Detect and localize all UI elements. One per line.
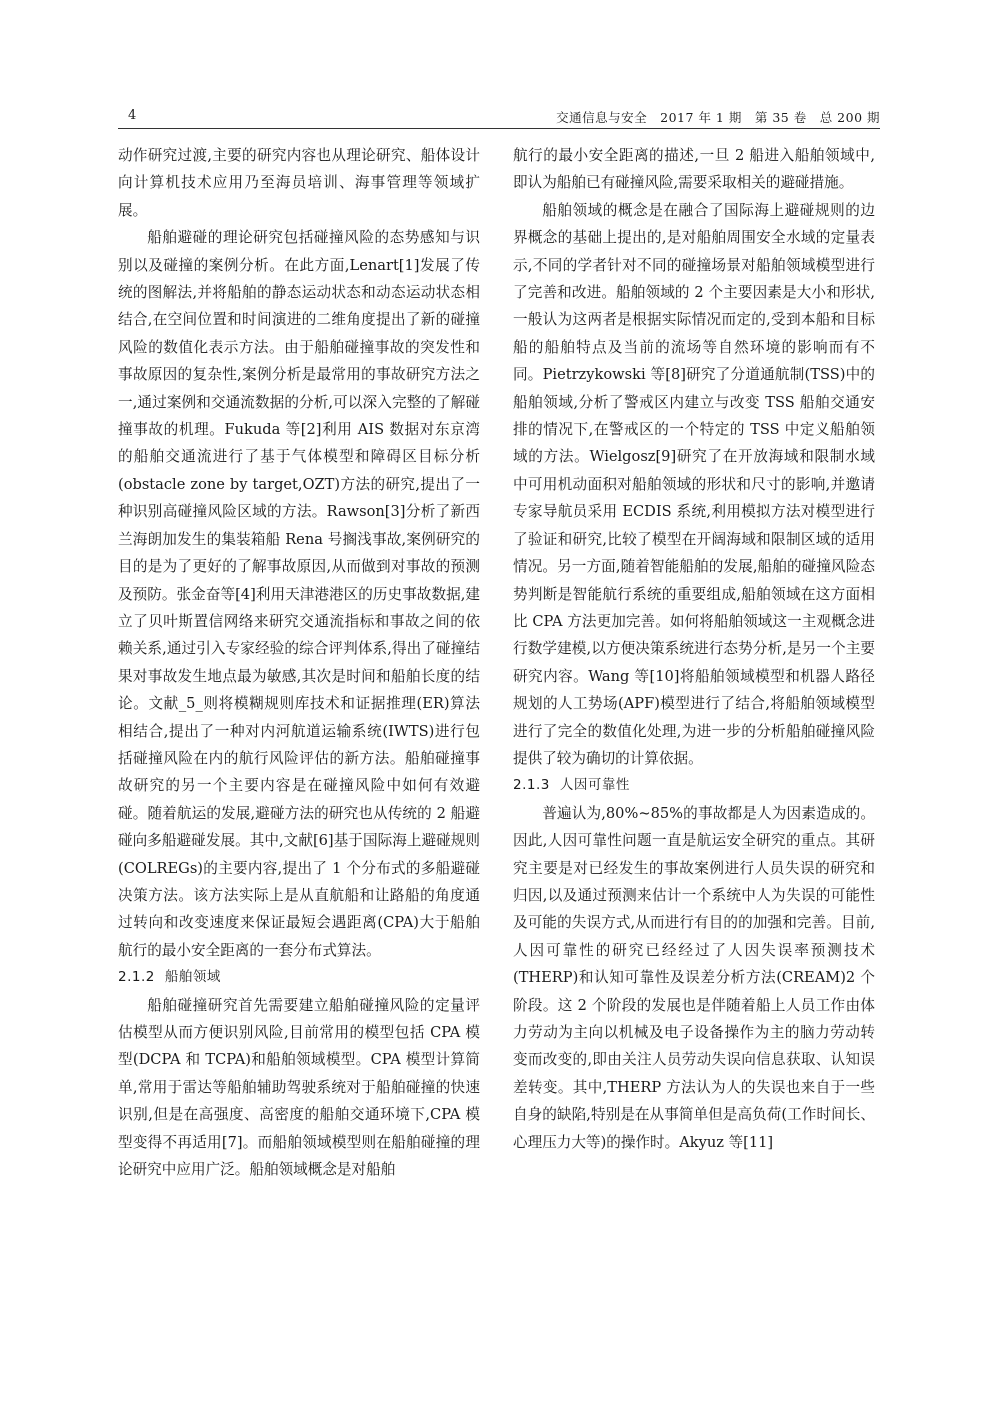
paragraph: 动作研究过渡,主要的研究内容也从理论研究、船体设计向计算机技术应用乃至海员培训、海事管理等领域扩展。 (118, 147, 480, 219)
paragraph: 普遍认为,80%~85%的事故都是人为因素造成的。因此,人因可靠性问题一直是航运安全研究的重点。其研究主要是对已经发生的事故案例进行人员失误的研究和归因,以及通过预测来估计一个系统中人为失误的可能性及可能的失误方式,从而进行有目的的加强和完善。目前,人因可靠性的研究已经经过了人因失误率预测技术(THERP)和认知可靠性及误差分析方法(CREAM)2 个阶段。这 2 个阶段的发展也是伴随着船上人员工作由体力劳动为主向以机械及电子设备操作为主的脑力劳动转变而改变的,即由关注人员劳动失误向信息获取、认知误差转变。其中,THERP 方法认为人的失误也来自于一些自身的缺陷,特别是在从事简单但是高负荷(工作时间长、心理压力大等)的操作时。Akyuz 等[11] (513, 804, 875, 1151)
section-heading (513, 772, 875, 799)
page-number: 4 (128, 108, 137, 123)
paragraph: 船舶碰撞研究首先需要建立船舶碰撞风险的定量评估模型从而方便识别风险,目前常用的模型包括 CPA 模型(DCPA 和 TCPA)和船舶领域模型。CPA 模型计算简单,常用于雷达等船舶辅助驾驶系统对于船舶碰撞的快速识别,但是在高强度、高密度的船舶交通环境下,CPA 模型变得不再适用[7]。而船舶领域模型则在船舶碰撞的理论研究中应用广泛。船舶领域概念是对船舶 (118, 996, 480, 1179)
section-heading (118, 964, 480, 991)
section-number: 2.1.2 (118, 969, 155, 986)
paragraph: 船舶领域的概念是在融合了国际海上避碰规则的边界概念的基础上提出的,是对船舶周围安全水域的定量表示,不同的学者针对不同的碰撞场景对船舶领域模型进行了完善和改进。船舶领域的 2 个主要因素是大小和形状,一般认为这两者是根据实际情况而定的,受到本船和目标船的船舶特点及当前的流场等自然环境的影响而有不同。Pietrzykowski 等[8]研究了分道通航制(TSS)中的船舶领域,分析了警戒区内建立与改变 TSS 船舶交通安排的情况下,在警戒区的一个特定的 TSS 中定义船舶领域的方法。Wielgosz[9]研究了在开放海域和限制水域中可用机动面积对船舶领域的形状和尺寸的影响,并邀请专家导航员采用 ECDIS 系统,利用模拟方法对模型进行了验证和研究,比较了模型在开阔海域和限制区域的适用情况。另一方面,随着智能船舶的发展,船舶的碰撞风险态势判断是智能航行系统的重要组成,船舶领域在这方面相比 CPA 方法更加完善。如何将船舶领域这一主观概念进行数学建模,以方便决策系统进行态势分析,是另一个主要研究内容。Wang 等[10]将船舶领域模型和机器人路径规划的人工势场(APF)模型进行了结合,将船舶领域模型进行了完全的数值化处理,为进一步的分析船舶碰撞风险提供了较为确切的计算依据。 (513, 201, 875, 767)
right-column (513, 142, 875, 1156)
section-title: 船舶领域 (164, 969, 221, 986)
paragraph: 船舶避碰的理论研究包括碰撞风险的态势感知与识别以及碰撞的案例分析。在此方面,Lenart[1]发展了传统的图解法,并将船舶的静态运动状态和动态运动状态相结合,在空间位置和时间演进的二维角度提出了新的碰撞风险的数值化表示方法。由于船舶碰撞事故的突发性和事故原因的复杂性,案例分析是最常用的事故研究方法之一,通过案例和交通流数据的分析,可以深入完整的了解碰撞事故的机理。Fukuda 等[2]利用 AIS 数据对东京湾的船舶交通流进行了基于气体模型和障碍区目标分析(obstacle zone by target,OZT)方法的研究,提出了一种识别高碰撞风险区域的方法。Rawson[3]分析了新西兰海朗加发生的集装箱船 Rena 号搁浅事故,案例研究的目的是为了更好的了解事故原因,从而做到对事故的预测及预防。张金奋等[4]利用天津港港区的历史事故数据,建立了贝叶斯置信网络来研究交通流指标和事故之间的依赖关系,通过引入专家经验的综合评判体系,得出了碰撞结果对事故发生地点最为敏感,其次是时间和船舶长度的结论。文献_5_则将模糊规则库技术和证据推理(ER)算法相结合,提出了一种对内河航道运输系统(IWTS)进行包括碰撞风险在内的航行风险评估的新方法。船舶碰撞事故研究的另一个主要内容是在碰撞风险中如何有效避碰。随着航运的发展,避碰方法的研究也从传统的 2 船避碰向多船避碰发展。其中,文献[6]基于国际海上避碰规则(COLREGs)的主要内容,提出了 1 个分布式的多船避碰决策方法。该方法实际上是从直航船和让路船的角度通过转向和改变速度来保证最短会遇距离(CPA)大于船舶航行的最小安全距离的一套分布式算法。 (118, 229, 480, 959)
section-number: 2.1.3 (513, 777, 550, 794)
left-column (118, 142, 480, 1183)
page-header (118, 106, 880, 130)
header-rule (118, 128, 880, 129)
journal-info: 交通信息与安全 2017 年 1 期 第 35 卷 总 200 期 (556, 110, 880, 125)
section-title: 人因可靠性 (559, 777, 630, 794)
paragraph: 航行的最小安全距离的描述,一旦 2 船进入船舶领域中,即认为船舶已有碰撞风险,需要采取相关的避碰措施。 (513, 147, 875, 192)
